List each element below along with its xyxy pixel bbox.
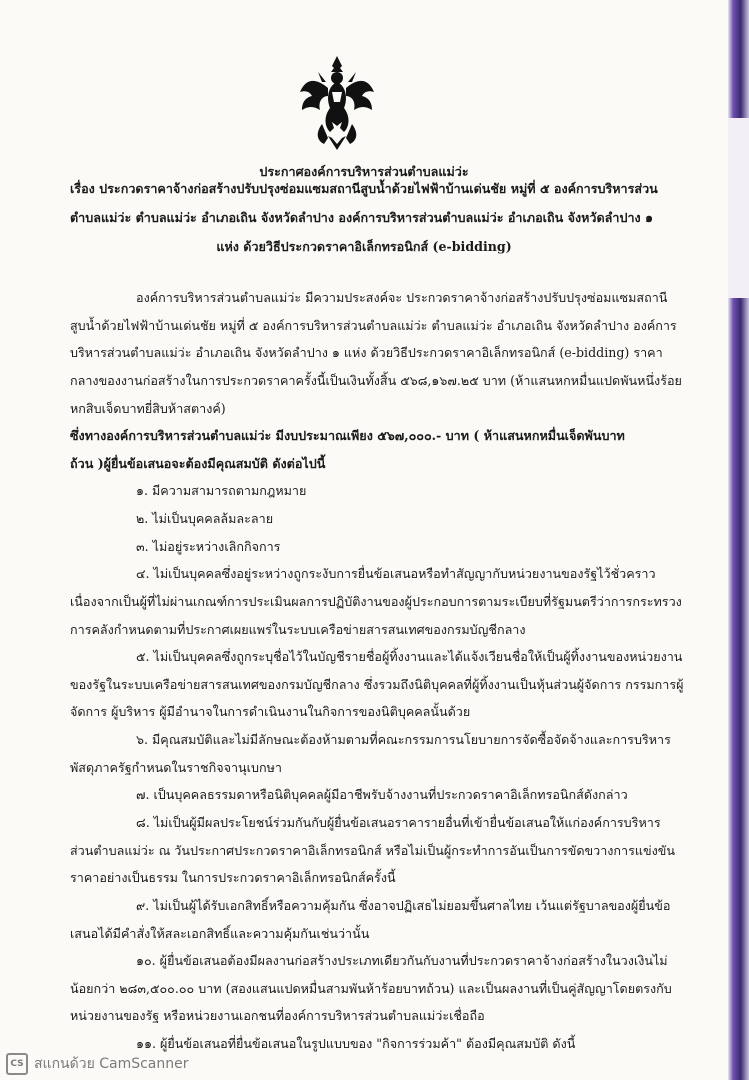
notice-title: ประกาศองค์การบริหารส่วนตำบลแม่ว่ะ (259, 164, 469, 179)
body-line: ราคาอย่างเป็นธรรม ในการประกวดราคาอิเล็กทรอนิกส์ครั้งนี้ (70, 870, 396, 886)
body-line: หกสิบเจ็ดบาทยี่สิบห้าสตางค์) (70, 400, 226, 416)
qualification-item: ๙. ไม่เป็นผู้ได้รับเอกสิทธิ์หรือความคุ้มกัน ซึ่งอาจปฏิเสธไม่ยอมขึ้นศาลไทย เว้นแต่รัฐบาลของผู้ยื่นข้อ (136, 897, 671, 913)
body-line: จัดการ ผู้บริหาร ผู้มีอำนาจในการดำเนินงานในกิจการของนิติบุคคลนั้นด้วย (70, 704, 471, 720)
body-line: เสนอได้มีคำสั่งให้สละเอกสิทธิ์และความคุ้มกันเช่นว่านั้น (70, 925, 370, 941)
qualification-item: ๘. ไม่เป็นผู้มีผลประโยชน์ร่วมกันกับผู้ยื่นข้อเสนอราคารายอื่นที่เข้ายื่นข้อเสนอให้แก่องค์การบริหาร (136, 815, 661, 830)
body-line: องค์การบริหารส่วนตำบลแม่ว่ะ มีความประสงค์จะ ประกวดราคาจ้างก่อสร้างปรับปรุงซ่อมแซมสถานี (136, 290, 668, 305)
qualification-item: ๒. ไม่เป็นบุคคลล้มละลาย (136, 511, 274, 526)
garuda-emblem-icon (298, 52, 376, 152)
watermark-text: สแกนด้วย CamScanner (34, 1056, 189, 1072)
body-line: บริหารส่วนตำบลแม่ว่ะ อำเภอเถิน จังหวัดลำปาง ๑ แห่ง ด้วยวิธีประกวดราคาอิเล็กทรอนิกส์ (e-bidding) ราคา (70, 345, 663, 361)
body-line: สูบน้ำด้วยไฟฟ้าบ้านเด่นชัย หมู่ที่ ๕ องค์การบริหารส่วนตำบลแม่ว่ะ ตำบลแม่ว่ะ อำเภอเถิน จังหวัดลำปาง องค์การ (70, 317, 677, 333)
body-line: ของรัฐในระบบเครือข่ายสารสนเทศของกรมบัญชีกลาง ซึ่งรวมถึงนิติบุคคลที่ผู้ทิ้งงานเป็นหุ้นส่วนผู้จัดการ กรรมการผู้ (70, 676, 684, 692)
qualification-item: ๑๑. ผู้ยื่นข้อเสนอที่ยื่นข้อเสนอในรูปแบบของ "กิจการร่วมค้า" ต้องมีคุณสมบัติ ดังนี้ (136, 1036, 576, 1051)
page-edge-background (728, 0, 749, 1080)
subject-line-2: ตำบลแม่ว่ะ ตำบลแม่ว่ะ อำเภอเถิน จังหวัดลำปาง องค์การบริหารส่วนตำบลแม่ว่ะ อำเภอเถิน จังหวัดลำปาง ๑ (70, 210, 654, 225)
qualification-item: ๗. เป็นบุคคลธรรมดาหรือนิติบุคคลผู้มีอาชีพรับจ้างงานที่ประกวดราคาอิเล็กทรอนิกส์ดังกล่าว (136, 787, 628, 803)
body-line: ถ้วน )ผู้ยื่นข้อเสนอจะต้องมีคุณสมบัติ ดังต่อไปนี้ (70, 455, 326, 471)
qualification-item: ๑. มีความสามารถตามกฎหมาย (136, 483, 307, 499)
body-line: พัสดุภาครัฐกำหนดในราชกิจจานุเบกษา (70, 759, 282, 775)
body-line: เนื่องจากเป็นผู้ที่ไม่ผ่านเกณฑ์การประเมินผลการปฏิบัติงานของผู้ประกอบการตามระเบียบที่รัฐมนตรีว่าการกระทรวง (70, 593, 682, 609)
camscanner-watermark (6, 1053, 189, 1075)
body-line: การคลังกำหนดตามที่ประกาศเผยแพร่ในระบบเครือข่ายสารสนเทศของกรมบัญชีกลาง (70, 621, 526, 637)
body-line: ส่วนตำบลแม่ว่ะ ณ วันประกาศประกวดราคาอิเล็กทรอนิกส์ หรือไม่เป็นผู้กระทำการอันเป็นการขัดขวางการแข่งขัน (70, 842, 675, 858)
qualification-item: ๔. ไม่เป็นบุคคลซึ่งอยู่ระหว่างถูกระงับการยื่นข้อเสนอหรือทำสัญญากับหน่วยงานของรัฐไว้ชั่วคราว (136, 566, 656, 582)
qualification-item: ๓. ไม่อยู่ระหว่างเลิกกิจการ (136, 538, 281, 554)
qualification-item: ๕. ไม่เป็นบุคคลซึ่งถูกระบุชื่อไว้ในบัญชีรายชื่อผู้ทิ้งงานและได้แจ้งเวียนชื่อให้เป็นผู้ทิ้งงานของหน่วยงาน (136, 649, 683, 665)
body-line: หน่วยงานของรัฐ หรือหน่วยงานเอกชนที่องค์การบริหารส่วนตำบลแม่ว่ะเชื่อถือ (70, 1008, 485, 1024)
subject-line-1: เรื่อง ประกวดราคาจ้างก่อสร้างปรับปรุงซ่อมแซมสถานีสูบน้ำด้วยไฟฟ้าบ้านเด่นชัย หมู่ที่ ๕ องค์การบริหารส่วน (70, 181, 658, 196)
camscanner-logo-icon: CS (6, 1053, 28, 1075)
body-line: ซึ่งทางองค์การบริหารส่วนตำบลแม่ว่ะ มีงบประมาณเพียง ๕๖๗,๐๐๐.- บาท ( ห้าแสนหกหมื่นเจ็ดพันบาท (70, 428, 625, 444)
body-line: กลางของงานก่อสร้างในการประกวดราคาครั้งนี้เป็นเงินทั้งสิ้น ๕๖๘,๑๖๗.๒๕ บาท (ห้าแสนหกหมื่นแปดพันหนึ่งร้อย (70, 372, 682, 388)
qualification-item: ๑๐. ผู้ยื่นข้อเสนอต้องมีผลงานก่อสร้างประเภทเดียวกันกับงานที่ประกวดราคาจ้างก่อสร้างในวงเงินไม่ (136, 953, 668, 969)
subject-line-3: แห่ง ด้วยวิธีประกวดราคาอิเล็กทรอนิกส์ (e-bidding) (216, 239, 512, 254)
body-line: น้อยกว่า ๒๘๓,๕๐๐.๐๐ บาท (สองแสนแปดหมื่นสามพันห้าร้อยบาทถ้วน) และเป็นผลงานที่เป็นคู่สัญญาโดยตรงกับ (70, 980, 672, 996)
qualification-item: ๖. มีคุณสมบัติและไม่มีลักษณะต้องห้ามตามที่คณะกรรมการนโยบายการจัดซื้อจัดจ้างและการบริหาร (136, 732, 671, 748)
